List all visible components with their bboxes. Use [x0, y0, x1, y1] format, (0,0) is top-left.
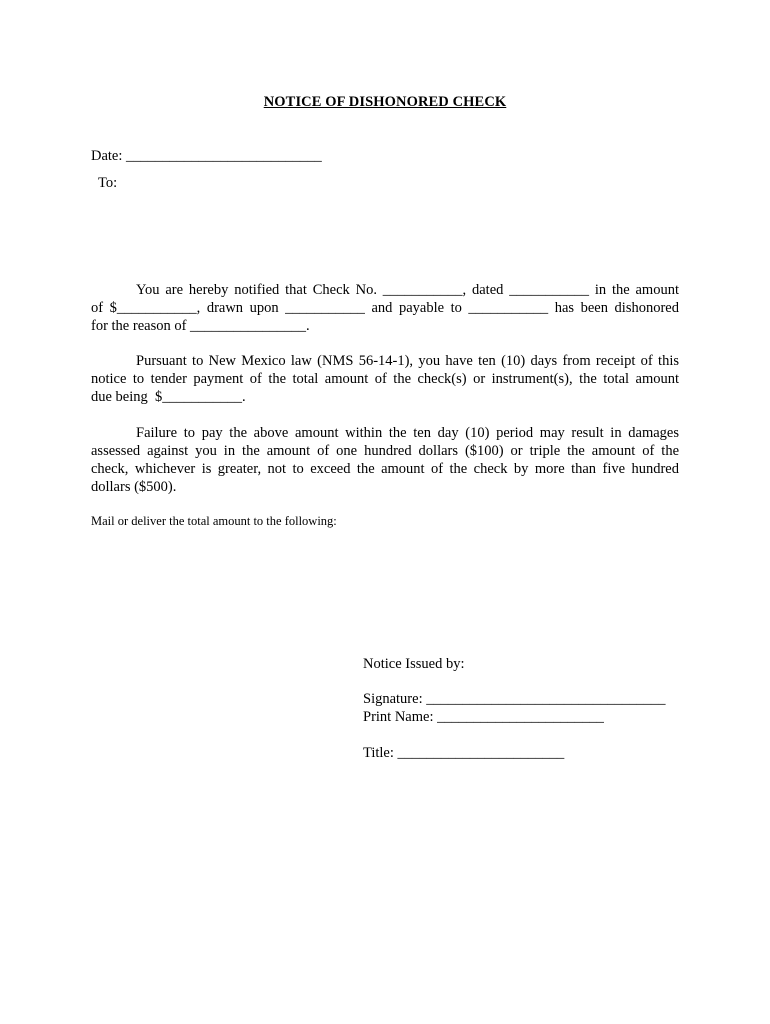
print-name-field-line: Print Name: _______________________ — [363, 709, 604, 725]
damages-paragraph — [91, 424, 679, 496]
mail-instructions: Mail or deliver the total amount to the following: — [91, 514, 337, 528]
legal-notice-paragraph — [91, 352, 679, 406]
paragraph-line: of $___________, drawn upon ___________ and payable to ___________ has been dishonored — [91, 300, 679, 316]
paragraph-line: assessed against you in the amount of one hundred dollars ($100) or triple the amount of the — [91, 443, 679, 459]
title-field-line: Title: _______________________ — [363, 745, 565, 761]
paragraph-line: Pursuant to New Mexico law (NMS 56-14-1), you have ten (10) days from receipt of this — [136, 353, 679, 369]
paragraph-line: You are hereby notified that Check No. ___________, dated ___________ in the amount — [136, 282, 679, 298]
paragraph-line: dollars ($500). — [91, 479, 177, 495]
date-field-line: Date: ___________________________ — [91, 148, 322, 164]
recipient-to-label: To: — [98, 175, 118, 191]
document-title: NOTICE OF DISHONORED CHECK — [263, 94, 507, 110]
notification-paragraph — [91, 281, 679, 335]
paragraph-line: for the reason of ________________. — [91, 318, 310, 334]
notice-issued-by-label: Notice Issued by: — [363, 656, 465, 672]
paragraph-line: check, whichever is greater, not to exceed the amount of the check by more than five hundred — [91, 461, 679, 477]
paragraph-line: notice to tender payment of the total amount of the check(s) or instrument(s), the total amount — [91, 371, 679, 387]
signature-field-line: Signature: _________________________________ — [363, 691, 666, 707]
paragraph-line: Failure to pay the above amount within the ten day (10) period may result in damages — [136, 425, 679, 441]
paragraph-line: due being $___________. — [91, 389, 246, 405]
